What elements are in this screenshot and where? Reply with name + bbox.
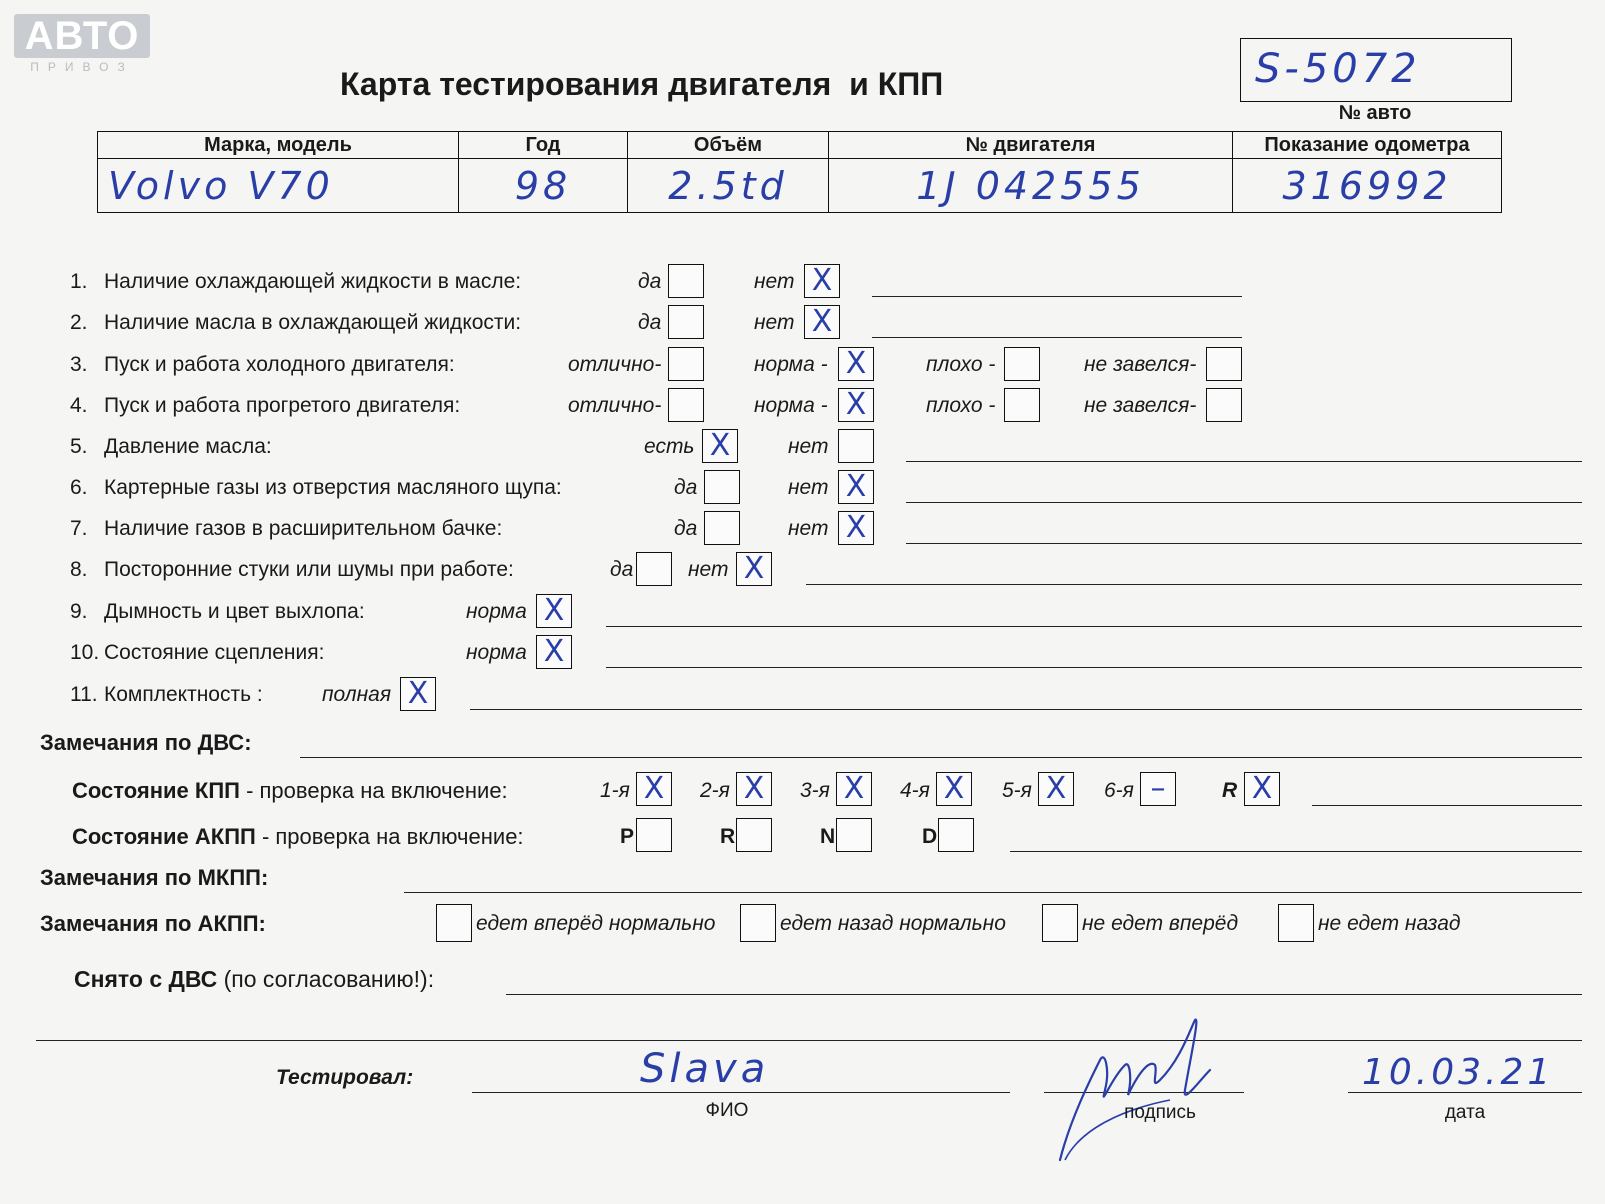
- checkbox[interactable]: [668, 305, 704, 339]
- akpp-gear-label: R: [720, 825, 736, 848]
- values-row: [98, 159, 1502, 213]
- akpp-gear-checkbox[interactable]: [836, 818, 872, 852]
- gear-label: 2-я: [700, 779, 730, 802]
- option-label: отлично-: [568, 394, 662, 417]
- checkbox-mark: X: [845, 346, 867, 381]
- gear-label: 5-я: [1002, 779, 1032, 802]
- vehicle-header-table: [97, 131, 1502, 213]
- remark-line: [606, 667, 1582, 668]
- akpp-remark-checkbox[interactable]: [1278, 904, 1314, 942]
- check-num: 5.: [70, 435, 88, 458]
- checkbox-mark: [705, 512, 739, 544]
- removed-label-bold: Снято с ДВС: [74, 966, 218, 992]
- check-row-5: [70, 427, 1570, 467]
- check-row-1: [70, 262, 1570, 302]
- check-num: 3.: [70, 353, 88, 376]
- check-row-4: [70, 386, 1570, 426]
- checkbox-mark: [839, 430, 873, 462]
- option-label: нет: [688, 558, 729, 581]
- logo-sub: ПРИВОЗ: [30, 60, 134, 74]
- checkbox-mark: [637, 819, 671, 851]
- option-label: да: [674, 517, 698, 540]
- option-label: норма: [466, 600, 527, 623]
- checkbox-mark: X: [643, 771, 665, 806]
- akpp-label-bold: Состояние АКПП: [72, 824, 256, 849]
- akpp-gear-checkbox[interactable]: [938, 818, 974, 852]
- checkbox-mark: [837, 819, 871, 851]
- remark-line: [872, 337, 1242, 338]
- check-num: 9.: [70, 600, 88, 623]
- checkbox[interactable]: [702, 429, 738, 463]
- akpp-row-label: [72, 824, 524, 850]
- option-label: норма: [466, 641, 527, 664]
- check-num: 10.: [70, 641, 100, 664]
- check-row-2: [70, 303, 1570, 343]
- akpp-remark-option: не едет вперёд: [1082, 912, 1239, 935]
- checkbox-mark: [1207, 348, 1241, 380]
- check-text: Наличие охлаждающей жидкости в масле:: [104, 270, 522, 293]
- check-text: Дымность и цвет выхлопа:: [104, 600, 365, 623]
- option-label: норма -: [754, 394, 828, 417]
- checkbox[interactable]: [804, 264, 840, 298]
- checkbox-mark: X: [1045, 771, 1067, 806]
- akpp-gears: [620, 816, 1020, 856]
- checkbox[interactable]: [838, 511, 874, 545]
- check-text: Давление масла:: [104, 435, 272, 458]
- checkbox-mark: X: [543, 634, 565, 669]
- option-label: есть: [644, 435, 695, 458]
- akpp-remark-checkbox[interactable]: [436, 904, 472, 942]
- page-title: Карта тестирования двигателя и КПП: [340, 66, 944, 102]
- gear-label: 6-я: [1104, 779, 1134, 802]
- akpp-gear-label: D: [922, 825, 938, 848]
- extra-line: [36, 1040, 1582, 1041]
- akpp-remarks-label: Замечания по АКПП:: [40, 911, 266, 936]
- check-row-11: [70, 675, 1570, 715]
- checkbox[interactable]: [536, 594, 572, 628]
- value-engine-number: 1J 042555: [829, 159, 1233, 213]
- checkbox-mark: [737, 819, 771, 851]
- name-line: [472, 1092, 1010, 1093]
- checkbox-mark: X: [845, 510, 867, 545]
- signature-caption: подпись: [1124, 1102, 1196, 1123]
- gear-checkbox[interactable]: [1140, 772, 1176, 806]
- gear-checkbox[interactable]: [936, 772, 972, 806]
- date-caption: дата: [1444, 1102, 1486, 1123]
- check-num: 2.: [70, 311, 88, 334]
- checkbox-mark: –: [1150, 771, 1166, 806]
- checkbox-mark: [669, 389, 703, 421]
- tester-name: Slava: [640, 1046, 770, 1092]
- gear-checkbox[interactable]: [636, 772, 672, 806]
- remark-line: [606, 626, 1582, 627]
- checkbox-mark: [669, 265, 703, 297]
- checkbox-mark: X: [811, 304, 833, 339]
- check-row-9: [70, 592, 1570, 632]
- checkbox-mark: [939, 819, 973, 851]
- gear-label: R: [1222, 779, 1238, 802]
- check-text: Наличие масла в охлаждающей жидкости:: [104, 311, 522, 334]
- checkbox-mark: X: [845, 387, 867, 422]
- akpp-remark-checkbox[interactable]: [740, 904, 776, 942]
- akpp-remark-line: [1010, 851, 1582, 852]
- removed-label-rest: (по согласованию!):: [217, 966, 435, 992]
- check-num: 8.: [70, 558, 88, 581]
- checkbox-mark: [705, 471, 739, 503]
- checkbox-mark: [669, 306, 703, 338]
- check-row-3: [70, 345, 1570, 385]
- check-text: Посторонние стуки или шумы при работе:: [104, 558, 514, 581]
- avto-privoz-logo: [14, 14, 150, 74]
- check-row-8: [70, 550, 1570, 590]
- check-text: Наличие газов в расширительном бачке:: [104, 517, 503, 540]
- option-label: нет: [754, 270, 795, 293]
- gear-label: 4-я: [900, 779, 930, 802]
- col-engine-number: № двигателя: [829, 132, 1233, 159]
- option-label: не завелся-: [1084, 353, 1197, 376]
- option-label: да: [610, 558, 634, 581]
- kpp-row-label: [72, 778, 508, 804]
- option-label: отлично-: [568, 353, 662, 376]
- option-label: нет: [754, 311, 795, 334]
- checkbox[interactable]: [1004, 347, 1040, 381]
- checkbox-mark: [1207, 389, 1241, 421]
- checkbox-mark: X: [743, 551, 765, 586]
- akpp-gear-checkbox[interactable]: [636, 818, 672, 852]
- akpp-remark-checkbox[interactable]: [1042, 904, 1078, 942]
- gear-checkbox[interactable]: [836, 772, 872, 806]
- option-label: да: [638, 311, 662, 334]
- checkbox[interactable]: [838, 470, 874, 504]
- akpp-remark-option: не едет назад: [1318, 912, 1461, 935]
- col-year: Год: [459, 132, 628, 159]
- check-num: 1.: [70, 270, 88, 293]
- value-year: 98: [459, 159, 628, 213]
- check-num: 6.: [70, 476, 88, 499]
- checkbox[interactable]: [400, 677, 436, 711]
- value-model: Volvo V70: [98, 159, 459, 213]
- option-label: да: [638, 270, 662, 293]
- kpp-label-bold: Состояние КПП: [72, 778, 240, 803]
- checkbox-mark: X: [843, 771, 865, 806]
- option-label: да: [674, 476, 698, 499]
- mkpp-remarks-line: [404, 892, 1582, 893]
- option-label: не завелся-: [1084, 394, 1197, 417]
- checkbox-mark: X: [407, 676, 429, 711]
- col-model: Марка, модель: [98, 132, 459, 159]
- akpp-remark-option: едет вперёд нормально: [476, 912, 716, 935]
- kpp-label: - проверка на включение:: [239, 778, 508, 803]
- col-volume: Объём: [628, 132, 829, 159]
- name-caption: ФИО: [705, 1100, 749, 1121]
- checkbox[interactable]: [668, 388, 704, 422]
- akpp-gear-label: N: [820, 825, 836, 848]
- check-text: Картерные газы из отверстия масляного щупа:: [104, 476, 562, 499]
- akpp-label: - проверка на включение:: [255, 824, 524, 849]
- check-num: 4.: [70, 394, 88, 417]
- check-num: 7.: [70, 517, 88, 540]
- ice-remarks-label: Замечания по ДВС:: [40, 730, 252, 755]
- value-volume: 2.5td: [628, 159, 829, 213]
- checkbox[interactable]: [668, 347, 704, 381]
- check-row-6: [70, 468, 1570, 508]
- checkbox-mark: X: [709, 428, 731, 463]
- gear-checkbox[interactable]: [1038, 772, 1074, 806]
- checkbox-mark: X: [543, 593, 565, 628]
- date-line: [1348, 1092, 1582, 1093]
- checkbox[interactable]: [838, 429, 874, 463]
- option-label: нет: [788, 435, 829, 458]
- checkbox-mark: X: [943, 771, 965, 806]
- ice-remarks-line: [300, 757, 1582, 758]
- checkbox[interactable]: [1206, 388, 1242, 422]
- checkbox[interactable]: [704, 470, 740, 504]
- checkbox-mark: [1005, 389, 1039, 421]
- header-row: [98, 132, 1502, 159]
- option-label: норма -: [754, 353, 828, 376]
- option-label: нет: [788, 476, 829, 499]
- kpp-gears: [600, 770, 1300, 810]
- car-number-label: № авто: [1338, 102, 1412, 124]
- checkbox[interactable]: [704, 511, 740, 545]
- remark-line: [906, 543, 1582, 544]
- akpp-remarks-options: [436, 902, 1576, 946]
- logo-main: АВТО: [14, 14, 150, 58]
- tested-by-label: Тестировал:: [276, 1066, 414, 1089]
- checkbox[interactable]: [1004, 388, 1040, 422]
- option-label: полная: [322, 683, 392, 706]
- option-label: плохо -: [926, 353, 996, 376]
- handwritten-signature: [1050, 1010, 1230, 1170]
- check-row-7: [70, 509, 1570, 549]
- col-odometer: Показание одометра: [1233, 132, 1502, 159]
- remark-line: [906, 502, 1582, 503]
- check-text: Пуск и работа холодного двигателя:: [104, 353, 455, 376]
- akpp-gear-label: P: [620, 825, 635, 848]
- gear-checkbox[interactable]: [1244, 772, 1280, 806]
- gear-label: 1-я: [600, 779, 630, 802]
- checkbox-mark: X: [845, 469, 867, 504]
- option-label: плохо -: [926, 394, 996, 417]
- removed-line: [506, 994, 1582, 995]
- checkbox[interactable]: [838, 388, 874, 422]
- checkbox-mark: [1005, 348, 1039, 380]
- checkbox[interactable]: [736, 552, 772, 586]
- checkbox[interactable]: [536, 635, 572, 669]
- check-num: 11.: [70, 683, 98, 706]
- checkbox[interactable]: [636, 552, 672, 586]
- kpp-remark-line: [1312, 805, 1582, 806]
- akpp-gear-checkbox[interactable]: [736, 818, 772, 852]
- checkbox-mark: X: [1251, 771, 1273, 806]
- mkpp-remarks-label: Замечания по МКПП:: [40, 865, 269, 890]
- remark-line: [906, 461, 1582, 462]
- checkbox[interactable]: [804, 305, 840, 339]
- checkbox[interactable]: [1206, 347, 1242, 381]
- checkbox-mark: X: [811, 263, 833, 298]
- removed-label: [74, 966, 434, 993]
- check-text: Состояние сцепления:: [104, 641, 325, 664]
- gear-checkbox[interactable]: [736, 772, 772, 806]
- checkbox[interactable]: [838, 347, 874, 381]
- test-date: 10.03.21: [1362, 1052, 1555, 1093]
- check-text: Комплектность :: [104, 683, 263, 706]
- car-number-value: S-5072: [1255, 46, 1421, 92]
- remark-line: [470, 709, 1582, 710]
- remark-line: [872, 296, 1242, 297]
- akpp-remark-option: едет назад нормально: [780, 912, 1006, 935]
- checkbox-mark: X: [743, 771, 765, 806]
- remark-line: [806, 584, 1582, 585]
- check-row-10: [70, 633, 1570, 673]
- checkbox-mark: [669, 348, 703, 380]
- check-text: Пуск и работа прогретого двигателя:: [104, 394, 461, 417]
- checkbox[interactable]: [668, 264, 704, 298]
- gear-label: 3-я: [800, 779, 830, 802]
- option-label: нет: [788, 517, 829, 540]
- value-odometer: 316992: [1233, 159, 1502, 213]
- checkbox-mark: [637, 553, 671, 585]
